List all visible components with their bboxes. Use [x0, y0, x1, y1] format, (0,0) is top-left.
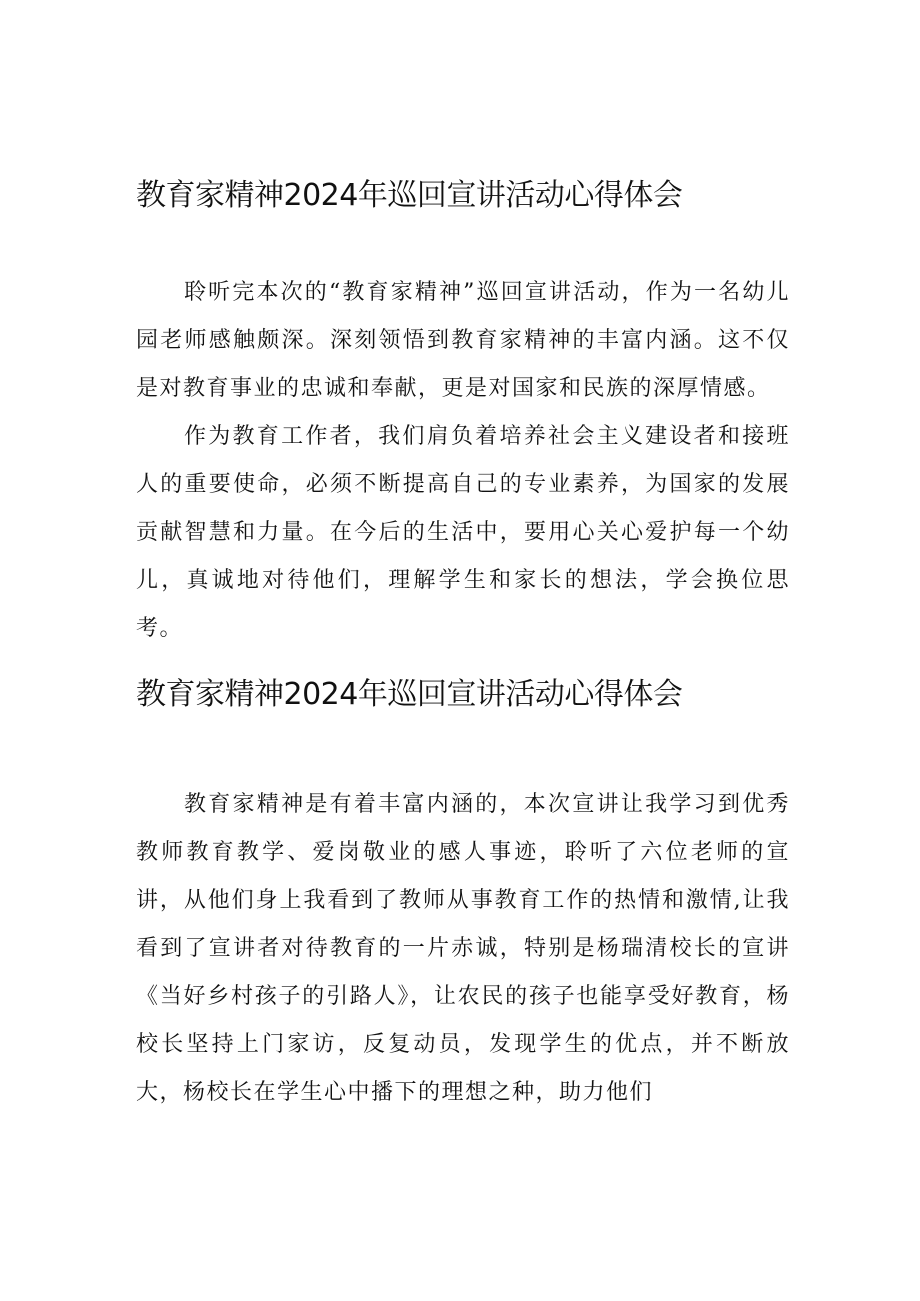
body-paragraph: 教育家精神是有着丰富内涵的，本次宣讲让我学习到优秀教师教育教学、爱岗敬业的感人事迹，聆听了六位老师的宣讲，从他们身上我看到了教师从事教育工作的热情和激情,让我看到了宣讲者对待教育的一片赤诚，特别是杨瑞清校长的宣讲《当好乡村孩子的引路人》，让农民的孩子也能享受好教育，杨校长坚持上门家访，反复动员，发现学生的优点，并不断放大，杨校长在学生心中播下的理想之种，助力他们	[136, 792, 790, 1105]
body-paragraph: 作为教育工作者，我们肩负着培养社会主义建设者和接班人的重要使命，必须不断提高自己的专业素养，为国家的发展贡献智慧和力量。在今后的生活中，要用心关心爱护每一个幼儿，真诚地对待他们，理解学生和家长的想法，学会换位思考。	[136, 424, 790, 641]
body-paragraph: 聆听完本次的“教育家精神”巡回宣讲活动，作为一名幼儿园老师感触颇深。深刻领悟到教育家精神的丰富内涵。这不仅是对教育事业的忠诚和奉献，更是对国家和民族的深厚情感。	[136, 280, 790, 401]
essay-section-1	[136, 172, 790, 653]
essay-section-2	[136, 671, 790, 1117]
section-title: 教育家精神2024年巡回宣讲活动心得体会	[136, 178, 683, 213]
section-title: 教育家精神2024年巡回宣讲活动心得体会	[136, 677, 683, 712]
